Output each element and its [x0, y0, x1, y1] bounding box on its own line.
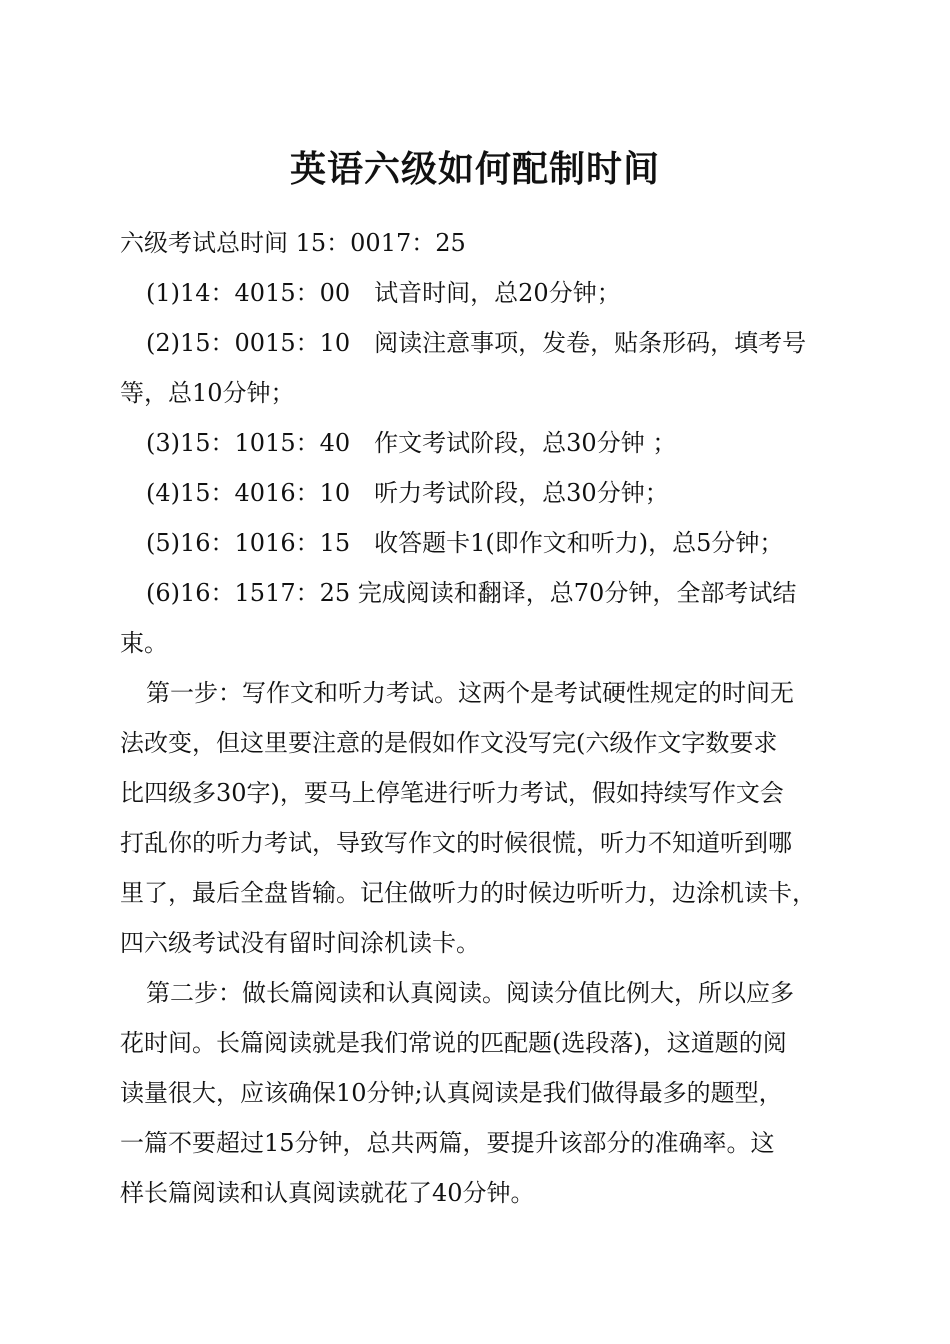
schedule-item-6-continued: 束。 — [120, 629, 168, 657]
step-two-paragraph-line: 一篇不要超过15分钟，总共两篇，要提升该部分的准确率。这 — [120, 1129, 775, 1157]
schedule-item-1: (1)14：4015：00 试音时间，总20分钟； — [146, 279, 621, 307]
step-one-paragraph: 第一步：写作文和听力考试。这两个是考试硬性规定的时间无 — [146, 679, 794, 707]
step-two-paragraph-line: 花时间。长篇阅读就是我们常说的匹配题(选段落)，这道题的阅 — [120, 1029, 787, 1057]
schedule-total-line: 六级考试总时间 15：0017：25 — [120, 229, 466, 257]
step-one-paragraph-line: 里了，最后全盘皆输。记住做听力的时候边听听力，边涂机读卡， — [120, 879, 816, 907]
page-title: 英语六级如何配制时间 — [289, 148, 660, 190]
schedule-item-2-continued: 等，总10分钟； — [120, 379, 295, 407]
step-two-paragraph: 第二步：做长篇阅读和认真阅读。阅读分值比例大，所以应多 — [146, 979, 794, 1007]
step-one-paragraph-line: 比四级多30字)，要马上停笔进行听力考试，假如持续写作文会 — [120, 779, 784, 807]
schedule-item-6: (6)16：1517：25 完成阅读和翻译，总70分钟，全部考试结 — [146, 579, 797, 607]
schedule-item-3: (3)15：1015：40 作文考试阶段，总30分钟 ； — [146, 429, 677, 457]
step-two-paragraph-line: 读量很大，应该确保10分钟;认真阅读是我们做得最多的题型， — [120, 1079, 783, 1107]
schedule-item-4: (4)15：4016：10 听力考试阶段，总30分钟； — [146, 479, 669, 507]
schedule-item-2: (2)15：0015：10 阅读注意事项，发卷，贴条形码，填考号 — [146, 329, 807, 357]
step-one-paragraph-line: 打乱你的听力考试，导致写作文的时候很慌，听力不知道听到哪 — [120, 829, 792, 857]
step-two-paragraph-line: 样长篇阅读和认真阅读就花了40分钟。 — [120, 1179, 535, 1207]
schedule-item-5: (5)16：1016：15 收答题卡1(即作文和听力)，总5分钟； — [146, 529, 784, 557]
step-one-paragraph-line: 法改变，但这里要注意的是假如作文没写完(六级作文字数要求 — [120, 729, 778, 757]
step-one-paragraph-line: 四六级考试没有留时间涂机读卡。 — [120, 929, 480, 957]
document-body — [120, 218, 840, 1218]
